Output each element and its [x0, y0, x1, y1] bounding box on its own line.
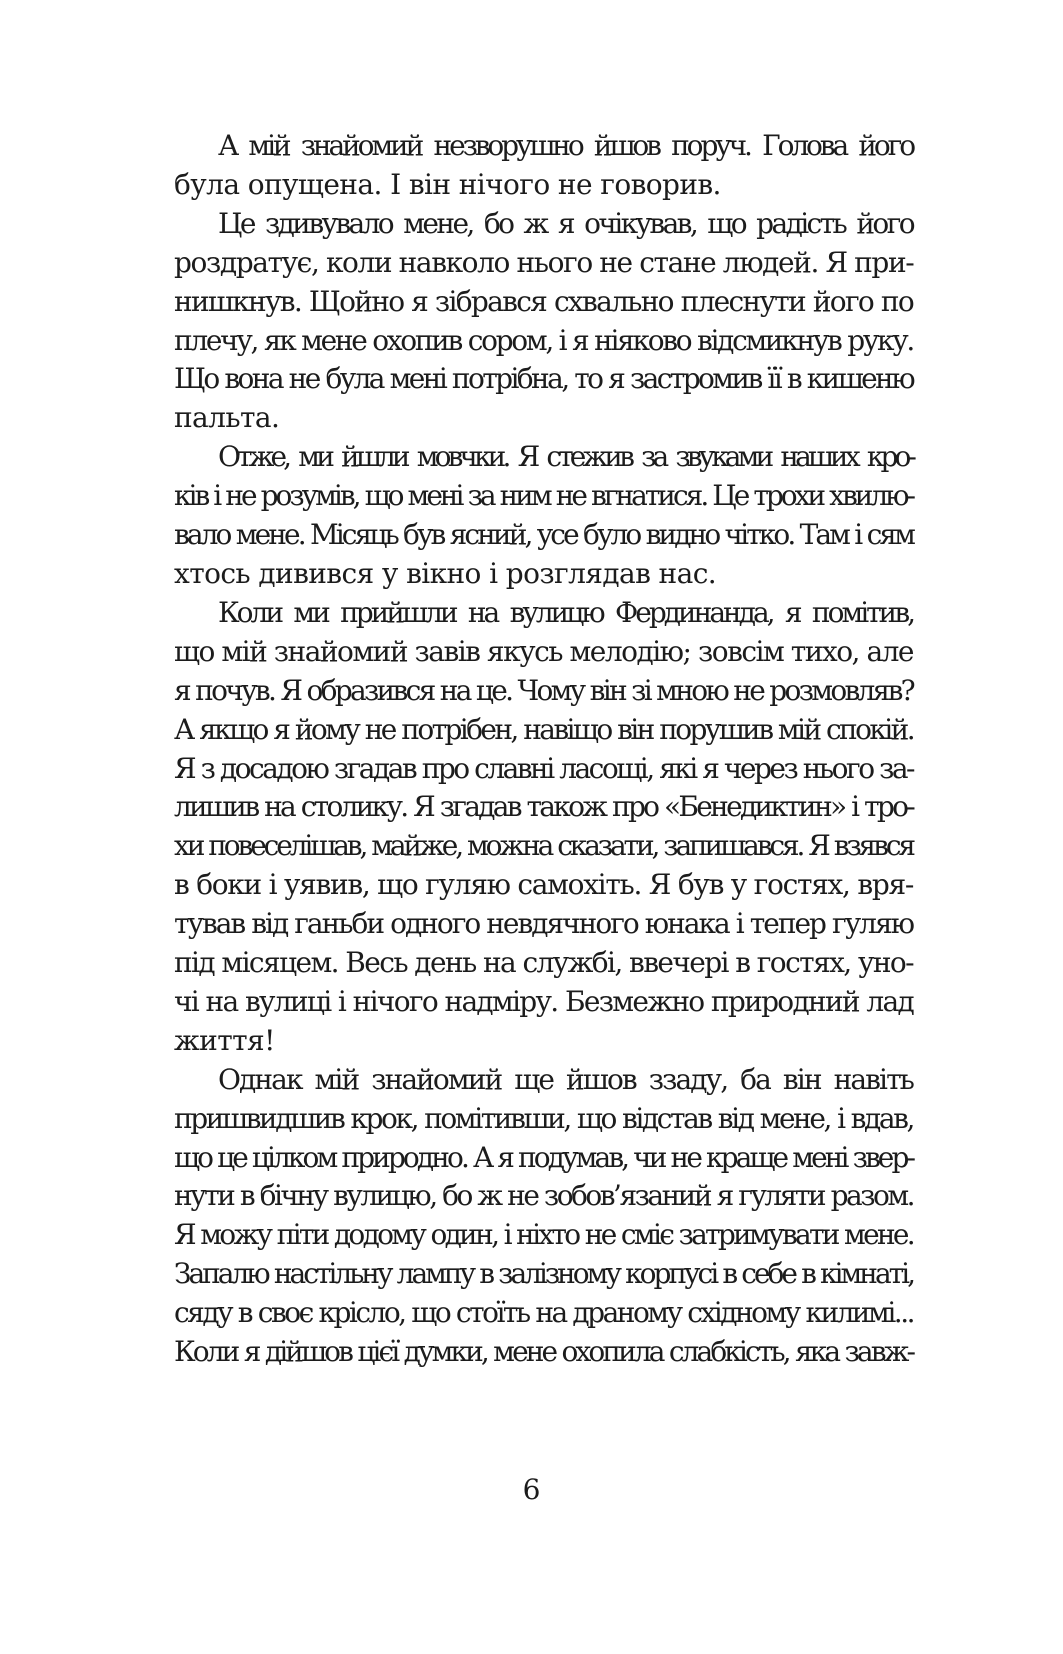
text-line: Що вона не була мені потрібна, то я застромив її в кишеню [174, 362, 913, 396]
text-line: Однак мій знайомий ще йшов ззаду, ба він навіть [218, 1062, 913, 1096]
text-line: життя! [174, 1023, 275, 1057]
body-text [174, 127, 913, 1372]
text-line: сяду в своє крісло, що стоїть на драному східному килимі... [174, 1296, 913, 1330]
text-line: в боки і уявив, що гуляю самохіть. Я був у гостях, вря- [174, 868, 913, 902]
text-line: під місяцем. Весь день на службі, ввечері в гостях, уно- [174, 946, 913, 980]
text-line: що це цілком природно. А я подумав, чи не краще мені звер- [174, 1140, 914, 1174]
text-line: пальта. [174, 401, 280, 435]
paragraph [174, 205, 913, 438]
text-line: Я з досадою згадав про славні ласощі, які я через нього за- [174, 751, 913, 785]
text-line: лишив на столику. Я згадав також про «Бенедиктин» і тро- [174, 790, 913, 824]
text-line: ків і не розумів, що мені за ним не вгнатися. Це трохи хвилю- [174, 479, 913, 513]
paragraph [174, 438, 913, 594]
text-line: пришвидшив крок, помітивши, що відстав від мене, і вдав, [174, 1101, 913, 1135]
paragraph [174, 127, 913, 205]
text-line: Коли ми прийшли на вулицю Фердинанда, я помітив, [218, 595, 913, 629]
paragraph [174, 594, 913, 1061]
text-line: чі на вулиці і нічого надміру. Безмежно природний лад [174, 984, 913, 1018]
text-line: тував від ганьби одного невдячного юнака і тепер гуляю [174, 907, 913, 941]
text-line: А якщо я йому не потрібен, навіщо він порушив мій спокій. [174, 712, 913, 746]
text-line: плечу, як мене охопив сором, і я ніяково відсмикнув руку. [174, 323, 913, 357]
page-number: 6 [522, 1473, 541, 1506]
text-line: Це здивувало мене, бо ж я очікував, що радість його [218, 206, 913, 240]
text-line: Отже, ми йшли мовчки. Я стежив за звуками наших кро- [218, 440, 913, 474]
text-line: Запалю настільну лампу в залізному корпусі в себе в кімнаті, [174, 1257, 913, 1291]
text-line: хи повеселішав, майже, можна сказати, запишався. Я взявся [174, 829, 913, 863]
text-line: що мій знайомий завів якусь мелодію; зовсім тихо, але [174, 634, 913, 668]
text-line: роздратує, коли навколо нього не стане людей. Я при- [174, 245, 914, 279]
text-line: Я можу піти додому один, і ніхто не сміє затримувати мене. [174, 1218, 913, 1252]
text-line: А мій знайомий незворушно йшов поруч. Голова його [218, 129, 913, 162]
text-line: Коли я дійшов цієї думки, мене охопила слабкість, яка завж- [174, 1335, 913, 1369]
text-line: вало мене. Місяць був ясний, усе було видно чітко. Там і сям [174, 518, 913, 552]
paragraph [174, 1061, 913, 1372]
text-line: нишкнув. Щойно я зібрався схвально плеснути його по [174, 284, 913, 318]
text-line: була опущена. І він нічого не говорив. [174, 167, 721, 201]
text-line: хтось дивився у вікно і розглядав нас. [174, 556, 717, 590]
text-line: нути в бічну вулицю, бо ж не зобов’язаний я гуляти разом. [174, 1179, 913, 1213]
text-line: я почув. Я образився на це. Чому він зі мною не розмовляв? [174, 673, 913, 707]
